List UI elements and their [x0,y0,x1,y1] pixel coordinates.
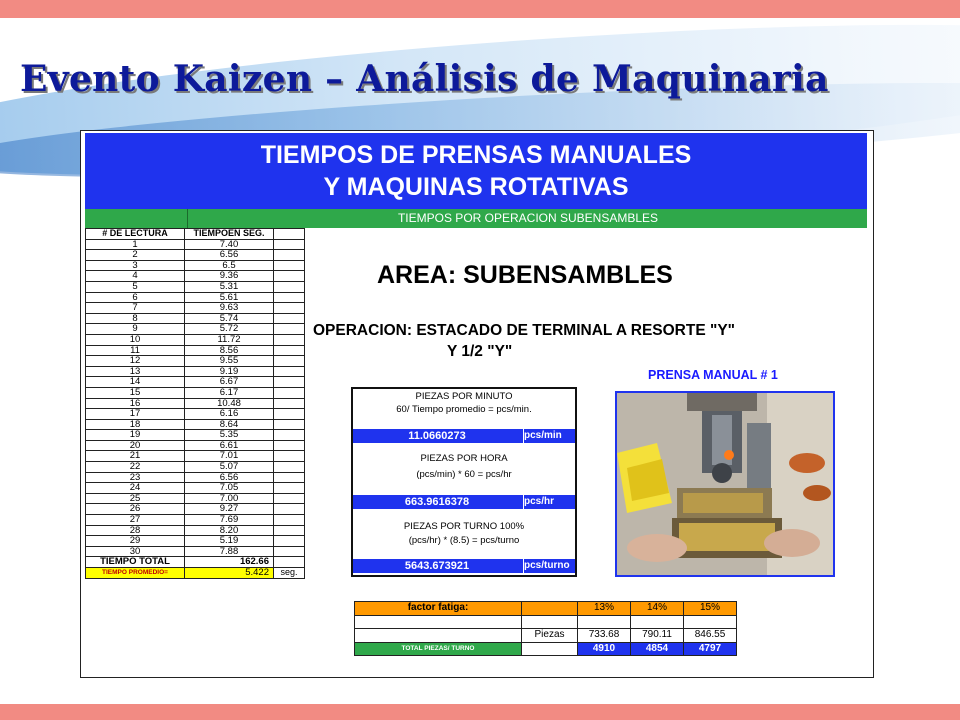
col-empty-header [274,229,305,240]
reading-empty [274,409,305,420]
reading-row [86,398,305,409]
reading-time: 11.72 [185,334,274,345]
average-value: 5.422 [185,568,274,579]
reading-number: 8 [86,313,185,324]
reading-time: 8.56 [185,345,274,356]
reading-number: 23 [86,472,185,483]
reading-row [86,536,305,547]
reading-row [86,356,305,367]
reading-empty [274,303,305,314]
fatigue-pct-15: 15% [684,602,737,616]
piezas-row [355,629,737,643]
reading-row [86,430,305,441]
blank-cell [631,615,684,629]
col-tiempo-header: TIEMPOEN SEG. [185,229,274,240]
reading-time: 7.00 [185,493,274,504]
reading-empty [274,377,305,388]
ppt-unit: pcs/turno [523,559,576,573]
sheet-header [85,133,867,209]
reading-empty [274,525,305,536]
ppm-unit: pcs/min [523,429,576,443]
reading-number: 28 [86,525,185,536]
reading-number: 21 [86,451,185,462]
reading-row [86,324,305,335]
sheet-subheader [85,209,867,228]
reading-number: 13 [86,366,185,377]
reading-number: 19 [86,430,185,441]
reading-row [86,419,305,430]
reading-number: 29 [86,536,185,547]
reading-time: 5.07 [185,462,274,473]
reading-empty [274,462,305,473]
fatigue-pct-14: 14% [631,602,684,616]
slide-title: Evento Kaizen – Análisis de Maquinaria [20,58,829,100]
pph-value: 663.9616378 [404,496,470,508]
reading-row [86,472,305,483]
area-heading: AREA: SUBENSAMBLES [377,261,673,289]
reading-row [86,313,305,324]
ppm-formula: 60/ Tiempo promedio = pcs/min. [396,404,532,415]
readings-table [85,228,305,579]
spreadsheet-image [80,130,874,678]
reading-empty [274,419,305,430]
piezas-14: 790.11 [631,629,684,643]
piezas-15: 846.55 [684,629,737,643]
reading-row [86,451,305,462]
reading-time: 6.56 [185,250,274,261]
total-value: 162.66 [185,557,274,568]
reading-empty [274,324,305,335]
reading-number: 20 [86,440,185,451]
reading-time: 7.40 [185,239,274,250]
fatigue-row [355,602,737,616]
col-lectura-header: # DE LECTURA [86,229,185,240]
reading-time: 5.19 [185,536,274,547]
reading-time: 8.20 [185,525,274,536]
pph-unit: pcs/hr [523,495,576,509]
reading-row [86,239,305,250]
ppm-title: PIEZAS POR MINUTO [415,391,513,402]
reading-time: 7.05 [185,483,274,494]
reading-row [86,504,305,515]
production-calc-box [351,387,577,577]
reading-number: 10 [86,334,185,345]
reading-row [86,493,305,504]
total-piezas-13: 4910 [578,642,631,656]
fatigue-table [354,601,737,656]
ppm-value-row [353,429,575,443]
reading-number: 4 [86,271,185,282]
reading-time: 9.55 [185,356,274,367]
reading-number: 22 [86,462,185,473]
blank-cell [355,629,522,643]
reading-row [86,387,305,398]
reading-time: 5.35 [185,430,274,441]
piezas-label: Piezas [522,629,578,643]
reading-empty [274,387,305,398]
reading-empty [274,483,305,494]
press-machine-illustration [617,393,833,575]
fatigue-label: factor fatiga: [355,602,522,616]
press-label: PRENSA MANUAL # 1 [648,368,778,382]
reading-empty [274,504,305,515]
reading-time: 9.27 [185,504,274,515]
reading-row [86,250,305,261]
reading-empty [274,292,305,303]
reading-time: 6.17 [185,387,274,398]
subheader-label: TIEMPOS POR OPERACION SUBENSAMBLES [187,209,868,228]
reading-number: 14 [86,377,185,388]
reading-empty [274,281,305,292]
reading-number: 9 [86,324,185,335]
reading-row [86,260,305,271]
fatigue-pct-13: 13% [578,602,631,616]
reading-time: 6.16 [185,409,274,420]
reading-row [86,377,305,388]
reading-number: 18 [86,419,185,430]
total-piezas-14: 4854 [631,642,684,656]
reading-row [86,515,305,526]
reading-row [86,345,305,356]
total-label: TIEMPO TOTAL [86,557,185,568]
reading-row [86,303,305,314]
ppm-value: 11.0660273 [408,430,466,442]
reading-empty [274,430,305,441]
reading-number: 26 [86,504,185,515]
reading-empty [274,472,305,483]
average-row [86,568,305,579]
reading-number: 2 [86,250,185,261]
reading-row [86,440,305,451]
reading-time: 10.48 [185,398,274,409]
reading-row [86,462,305,473]
reading-time: 8.64 [185,419,274,430]
bottom-accent-bar [0,704,960,720]
reading-empty [274,398,305,409]
total-piezas-row [355,642,737,656]
fatigue-spacer [522,602,578,616]
press-machine-photo [615,391,835,577]
reading-time: 7.01 [185,451,274,462]
reading-number: 5 [86,281,185,292]
blank-cell [522,615,578,629]
ppt-title: PIEZAS POR TURNO 100% [403,521,525,532]
reading-empty [274,515,305,526]
reading-row [86,292,305,303]
reading-time: 6.56 [185,472,274,483]
reading-empty [274,366,305,377]
reading-row [86,334,305,345]
reading-empty [274,546,305,557]
reading-time: 6.5 [185,260,274,271]
pph-formula: (pcs/min) * 60 = pcs/hr [416,469,512,480]
reading-empty [274,440,305,451]
reading-number: 6 [86,292,185,303]
reading-number: 25 [86,493,185,504]
reading-time: 9.36 [185,271,274,282]
readings-header-row [86,229,305,240]
reading-number: 11 [86,345,185,356]
reading-empty [274,451,305,462]
reading-time: 7.69 [185,515,274,526]
reading-number: 24 [86,483,185,494]
reading-time: 5.72 [185,324,274,335]
total-piezas-label: TOTAL PIEZAS/ TURNO [355,642,522,656]
reading-time: 5.31 [185,281,274,292]
reading-time: 5.61 [185,292,274,303]
reading-row [86,271,305,282]
reading-time: 6.61 [185,440,274,451]
reading-empty [274,250,305,261]
reading-row [86,546,305,557]
blank-cell [578,615,631,629]
reading-time: 5.74 [185,313,274,324]
reading-row [86,366,305,377]
reading-empty [274,334,305,345]
total-empty [274,557,305,568]
reading-number: 30 [86,546,185,557]
pph-value-row [353,495,575,509]
fatigue-blank-row [355,615,737,629]
operation-line-1: OPERACION: ESTACADO DE TERMINAL A RESORTE "Y" [313,322,736,339]
average-label: TIEMPO PROMEDIO= [86,568,185,579]
reading-time: 9.63 [185,303,274,314]
reading-empty [274,260,305,271]
reading-empty [274,356,305,367]
blank-cell [684,615,737,629]
reading-number: 12 [86,356,185,367]
reading-empty [274,345,305,356]
reading-empty [274,536,305,547]
reading-number: 1 [86,239,185,250]
reading-row [86,525,305,536]
reading-number: 7 [86,303,185,314]
piezas-13: 733.68 [578,629,631,643]
reading-time: 6.67 [185,377,274,388]
reading-number: 16 [86,398,185,409]
reading-row [86,281,305,292]
header-line-1: TIEMPOS DE PRENSAS MANUALES [260,141,692,169]
reading-row [86,483,305,494]
reading-empty [274,239,305,250]
ppt-value-row [353,559,575,573]
reading-number: 3 [86,260,185,271]
total-piezas-15: 4797 [684,642,737,656]
reading-number: 17 [86,409,185,420]
header-line-2: Y MAQUINAS ROTATIVAS [323,173,629,201]
reading-empty [274,313,305,324]
total-row [86,557,305,568]
pph-title: PIEZAS POR HORA [420,453,508,464]
reading-empty [274,271,305,282]
reading-empty [274,493,305,504]
average-unit: seg. [274,568,305,579]
blank-cell [522,642,578,656]
reading-number: 27 [86,515,185,526]
reading-number: 15 [86,387,185,398]
ppt-value: 5643.673921 [404,560,470,572]
operation-line-2: Y 1/2 "Y" [447,343,513,360]
reading-row [86,409,305,420]
top-accent-bar [0,0,960,18]
blank-cell [355,615,522,629]
reading-time: 9.19 [185,366,274,377]
reading-time: 7.88 [185,546,274,557]
ppt-formula: (pcs/hr) * (8.5) = pcs/turno [408,535,520,546]
